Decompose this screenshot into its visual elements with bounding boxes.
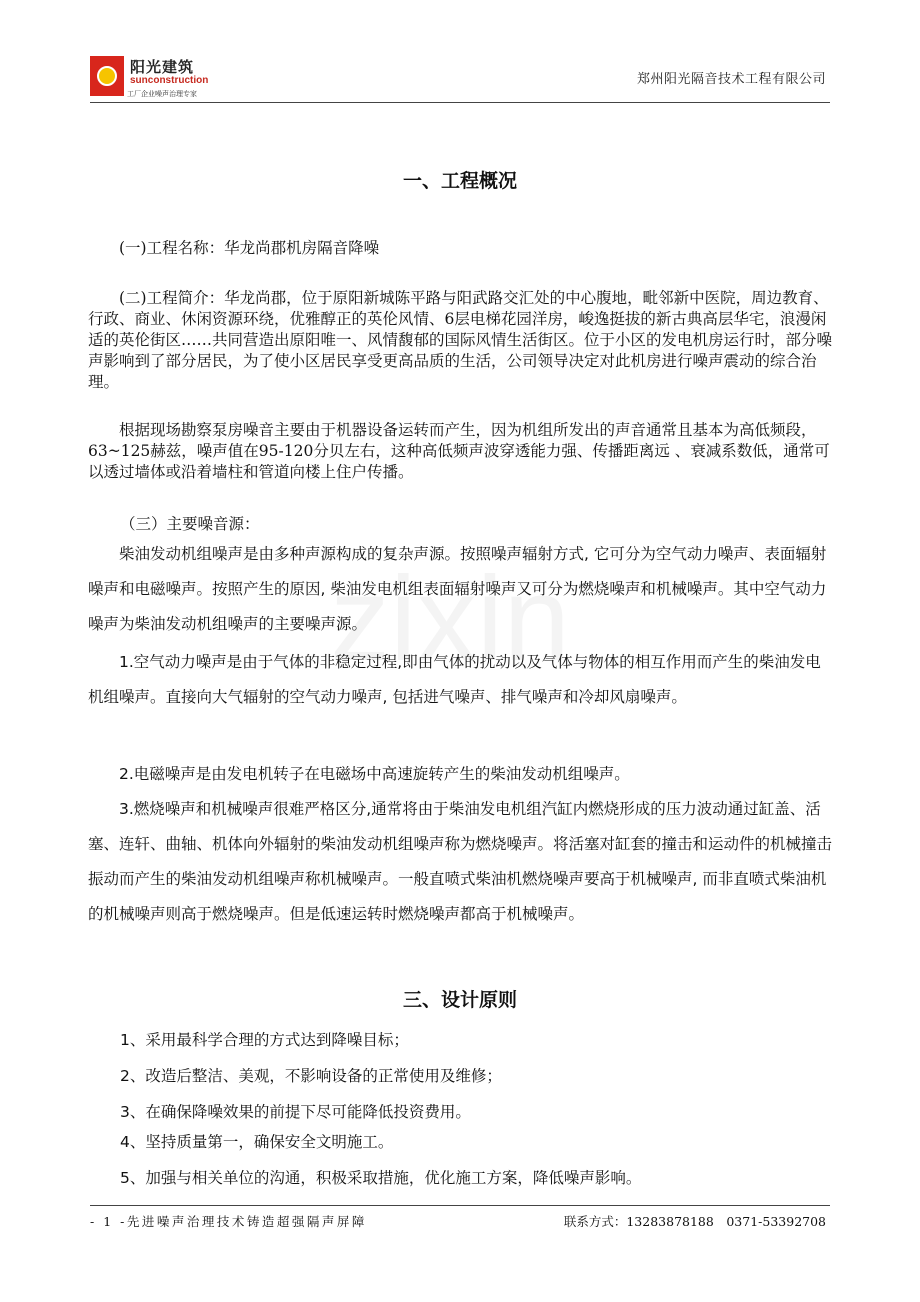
project-intro-paragraph: (二)工程简介：华龙尚郡，位于原阳新城陈平路与阳武路交汇处的中心腹地，毗邻新中医院，周边教育、行政、商业、休闲资源环绕，优雅醇正的英伦风情、6层电梯花园洋房，峻逸挺拔的新古典高层华宅，浪漫闲适的英伦街区……共同营造出原阳唯一、风情馥郁的国际风情生活街区。位于小区的发电机房运行时，部分噪声影响到了部分居民，为了使小区居民享受更高品质的生活，公司领导决定对此机房进行噪声震动的综合治理。: [88, 289, 833, 391]
site-survey-paragraph: 根据现场勘察泵房噪音主要由于机器设备运转而产生，因为机组所发出的声音通常且基本为高低频段，63~125赫兹，噪声值在95-120分贝左右，这种高低频声波穿透能力强、传播距离远 、衰减系数低，通常可以透过墙体或沿着墙柱和管道向楼上住户传播。: [88, 421, 830, 481]
page-header: [90, 52, 830, 103]
design-principle-1: 1、采用最科学合理的方式达到降噪目标；: [120, 1031, 409, 1049]
design-principle-5: 5、加强与相关单位的沟通，积极采取措施，优化施工方案，降低噪声影响。: [120, 1169, 642, 1187]
noise-source-2: 2.电磁噪声是由发电机转子在电磁场中高速旋转产生的柴油发动机组噪声。: [119, 765, 630, 783]
section1-title: 一、工程概况: [402, 170, 517, 192]
noise-sources-intro: 柴油发动机组噪声是由多种声源构成的复杂声源。按照噪声辐射方式, 它可分为空气动力噪声、表面辐射噪声和电磁噪声。按照产生的原因, 柴油发电机组表面辐射噪声又可分为燃烧噪声和机械噪声。其中空气动力噪声为柴油发动机组噪声的主要噪声源。: [88, 545, 827, 633]
noise-source-1: 1.空气动力噪声是由于气体的非稳定过程,即由气体的扰动以及气体与物体的相互作用而产生的柴油发电机组噪声。直接向大气辐射的空气动力噪声, 包括进气噪声、排气噪声和冷却风扇噪声。: [88, 653, 821, 706]
project-name-line: (一)工程名称：华龙尚郡机房隔音降噪: [119, 239, 380, 257]
footer-slogan: - 1 -先进噪声治理技术铸造超强隔声屏障: [90, 1214, 367, 1229]
logo-brand-en: sunconstruction: [130, 75, 209, 86]
logo-tagline: 工厂企业噪声治理专家: [127, 90, 197, 98]
noise-source-3: 3.燃烧噪声和机械噪声很难严格区分,通常将由于柴油发电机组汽缸内燃烧形成的压力波动通过缸盖、活塞、连轩、曲轴、机体向外辐射的柴油发动机组噪声称为燃烧噪声。将活塞对缸套的撞击和运动件的机械撞击振动而产生的柴油发动机组噪声称机械噪声。一般直喷式柴油机燃烧噪声要高于机械噪声, 而非直喷式柴油机的机械噪声则高于燃烧噪声。但是低速运转时燃烧噪声都高于机械噪声。: [88, 800, 833, 923]
page-footer: [90, 1205, 830, 1236]
design-principle-2: 2、改造后整洁、美观，不影响设备的正常使用及维修；: [120, 1067, 502, 1085]
sun-logo-icon: [90, 56, 124, 96]
footer-contact: 联系方式：13283878188 0371-53392708: [563, 1214, 826, 1229]
design-principle-4: 4、坚持质量第一，确保安全文明施工。: [120, 1133, 394, 1151]
company-name: 郑州阳光隔音技术工程有限公司: [636, 72, 826, 87]
noise-sources-heading: （三）主要噪音源：: [120, 515, 260, 533]
company-logo: [90, 56, 220, 100]
section3-title: 三、设计原则: [402, 989, 517, 1011]
logo-brand-cn: 阳光建筑: [130, 58, 195, 76]
design-principle-3: 3、在确保降噪效果的前提下尽可能降低投资费用。: [120, 1103, 471, 1121]
